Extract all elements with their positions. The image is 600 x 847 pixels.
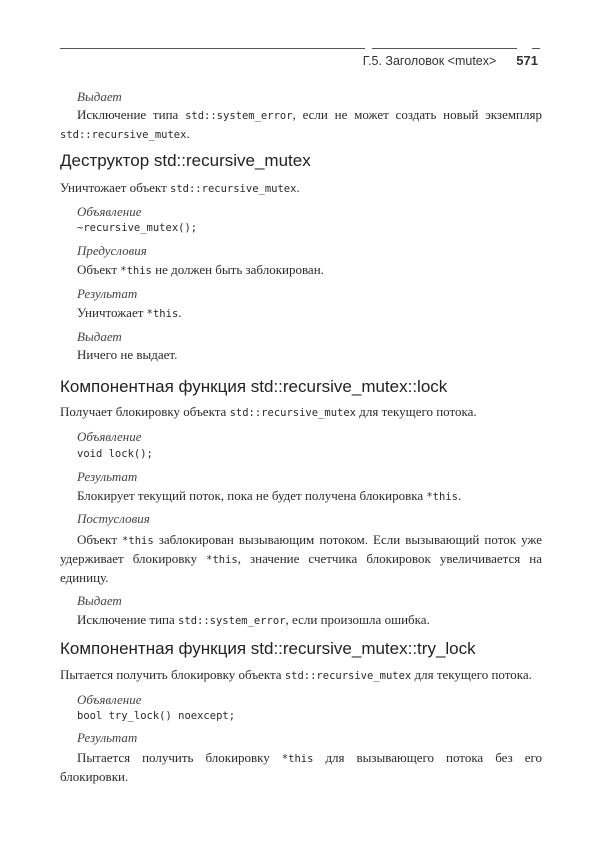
section-heading: Деструктор std::recursive_mutex [60,151,311,170]
throws-label: Выдает [77,89,122,104]
paragraph: Объект *this заблокирован вызывающим потоком. Если вызывающий поток уже удерживает блокировку *this, значение счетчика блокировок увеличивается на единицу. [60,532,542,585]
running-header [363,53,538,68]
paragraph: Пытается получить блокировку объекта std::recursive_mutex для текущего потока. [60,667,532,682]
header-rule [372,48,517,49]
preconditions-label: Предусловия [77,243,147,258]
code-declaration: ~recursive_mutex(); [77,222,198,234]
paragraph: Исключение типа std::system_error, если произошла ошибка. [77,612,430,627]
declaration-label: Объявление [77,429,142,444]
paragraph: Уничтожает объект std::recursive_mutex. [60,180,300,195]
result-label: Результат [77,469,138,484]
result-label: Результат [77,730,138,745]
declaration-label: Объявление [77,204,142,219]
paragraph: Уничтожает *this. [77,305,182,320]
throws-label: Выдает [77,329,122,344]
code-declaration: bool try_lock() noexcept; [77,710,236,722]
paragraph: Пытается получить блокировку *this для вызывающего потока без его блокировки. [60,750,543,784]
header-title: Г.5. Заголовок <mutex> [362,54,497,68]
section-heading: Компонентная функция std::recursive_mutex::lock [60,377,448,396]
paragraph: Ничего не выдает. [77,347,178,362]
paragraph: Объект *this не должен быть заблокирован. [77,262,324,277]
header-rule [532,48,540,49]
code-declaration: void lock(); [77,448,153,460]
declaration-label: Объявление [77,692,142,707]
paragraph: Получает блокировку объекта std::recursive_mutex для текущего потока. [60,404,477,419]
paragraph: Блокирует текущий поток, пока не будет получена блокировка *this. [77,488,462,503]
header-rule [60,48,365,49]
postconditions-label: Постусловия [77,511,150,526]
page-number: 571 [516,53,538,68]
paragraph: Исключение типа std::system_error, если не может создать новый экземпляр std::recursive_mutex. [60,107,542,141]
result-label: Результат [77,286,138,301]
section-heading: Компонентная функция std::recursive_mutex::try_lock [60,639,476,658]
throws-label: Выдает [77,593,122,608]
